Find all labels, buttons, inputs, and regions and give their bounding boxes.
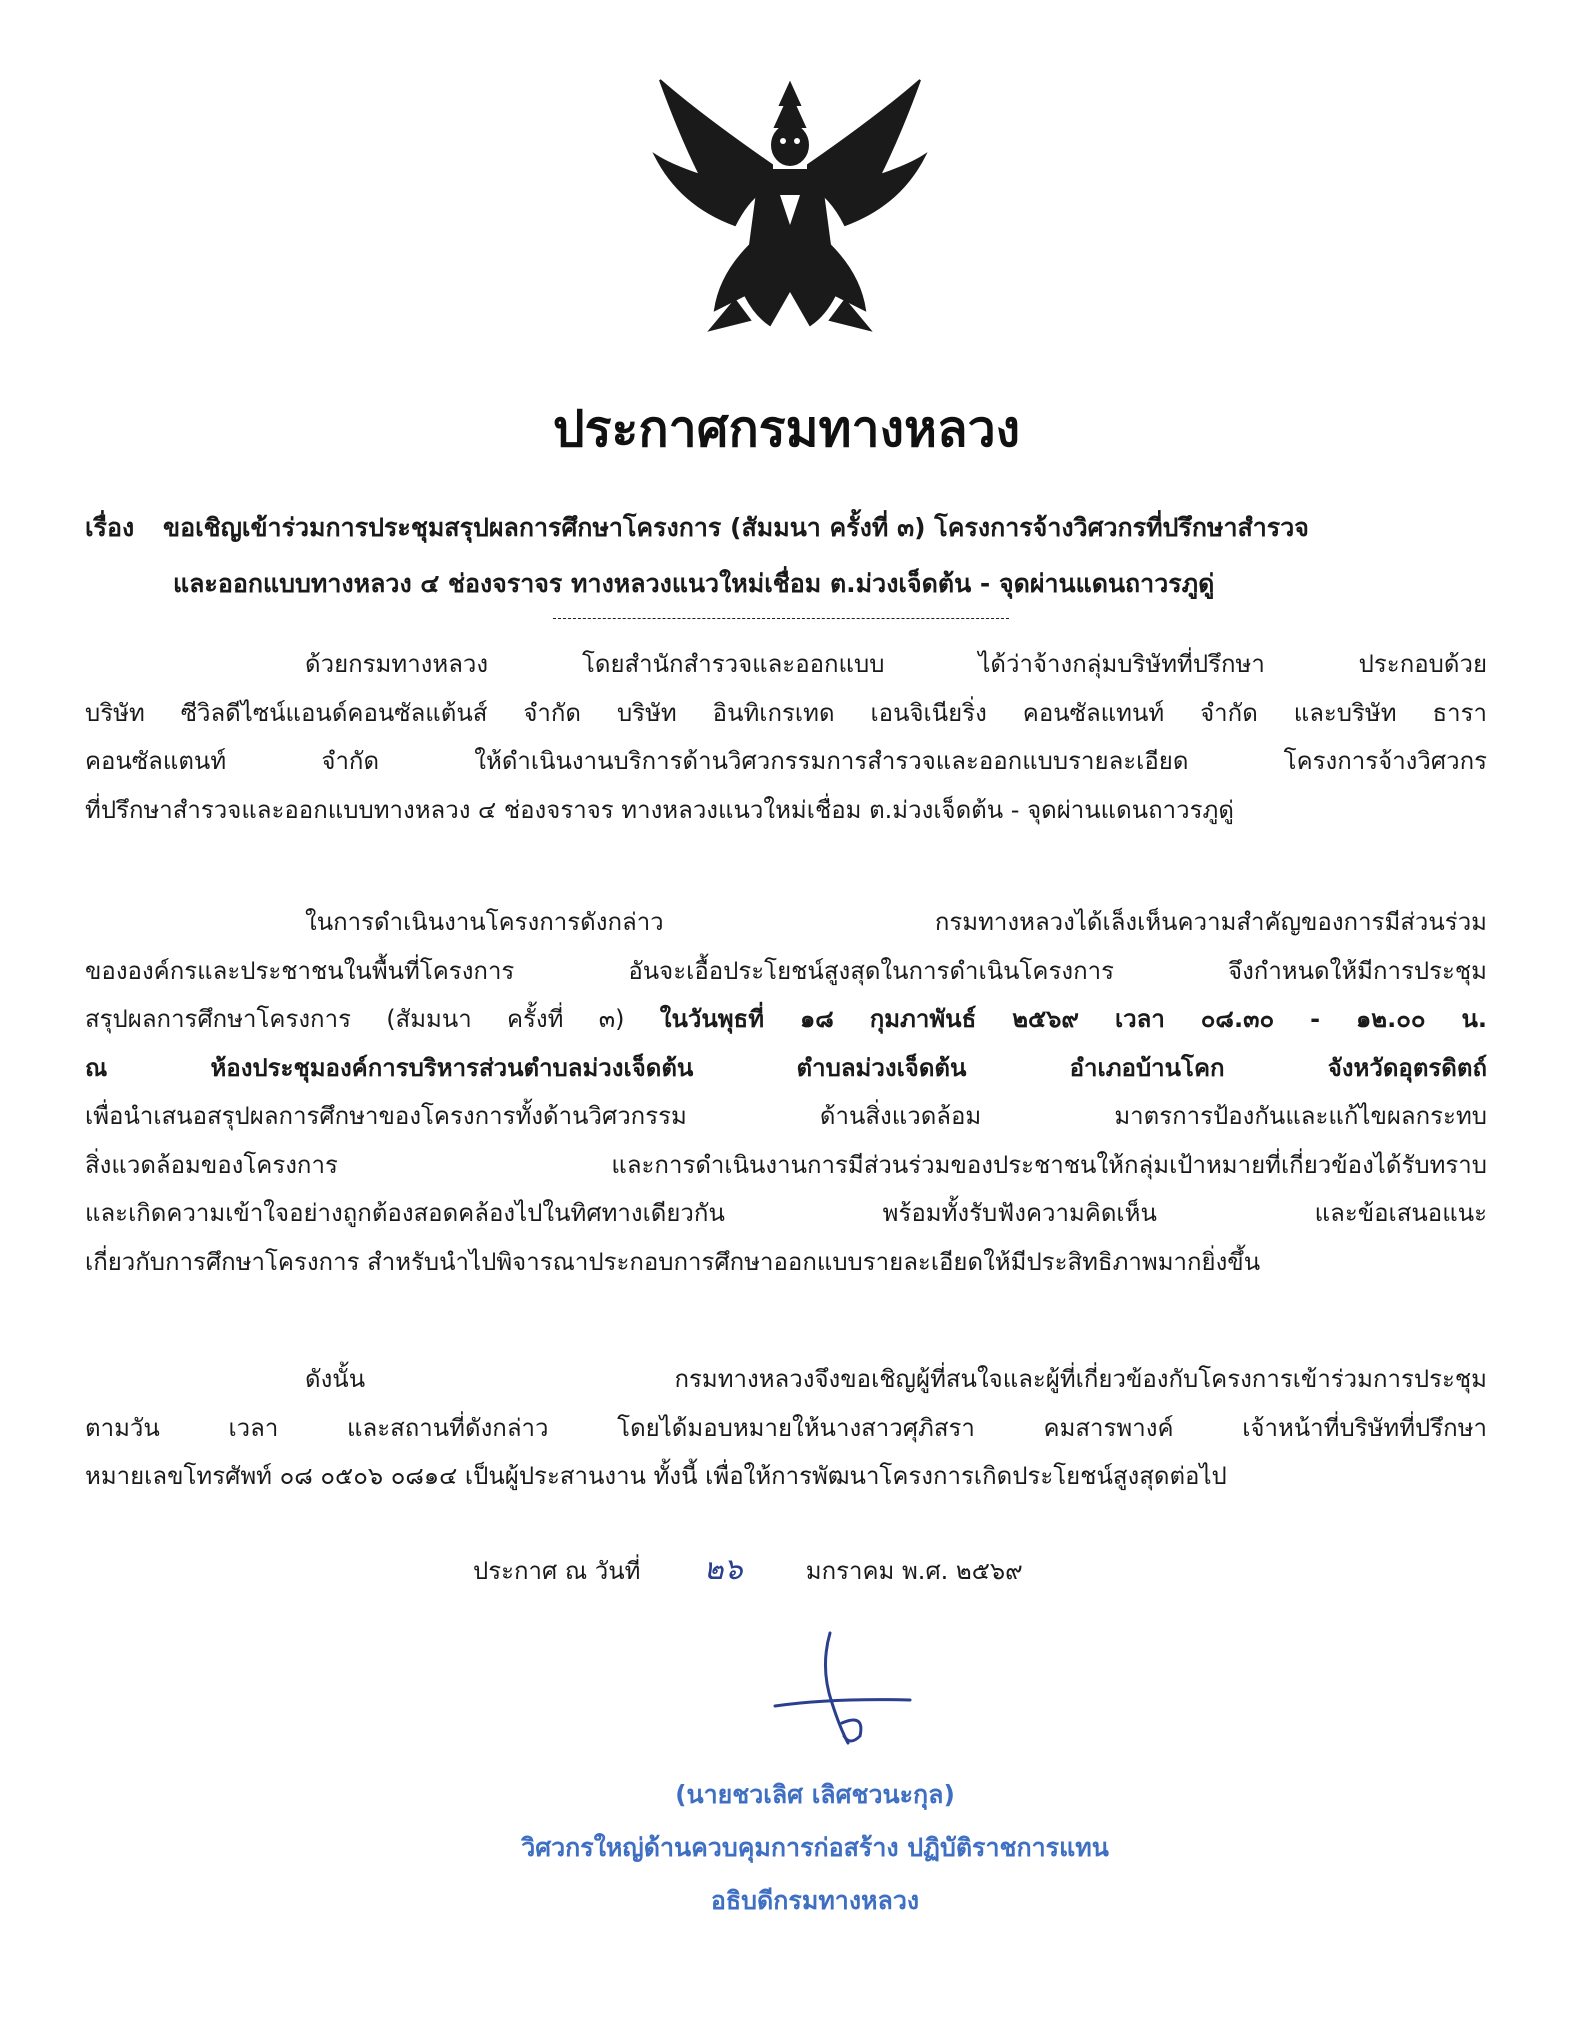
paragraph-line: ขององค์กรและประชาชนในพื้นที่โครงการ อันจะเอื้อประโยชน์สูงสุดในการดำเนินโครงการ จึงกำหนดให้มีการประชุม <box>85 956 1487 985</box>
subject-block <box>85 500 1485 612</box>
signer-position: อธิบดีกรมทางหลวง <box>710 1886 920 1915</box>
paragraph-2 <box>85 898 1487 1286</box>
paragraph-line: ดังนั้น กรมทางหลวงจึงขอเชิญผู้ที่สนใจและผู้ที่เกี่ยวข้องกับโครงการเข้าร่วมการประชุม <box>305 1365 1487 1393</box>
page-title: ประกาศกรมทางหลวง <box>552 400 1021 458</box>
paragraph-line <box>85 995 1487 1044</box>
subject-line-1 <box>85 500 1485 556</box>
announcement-date <box>473 1546 1023 1593</box>
paragraph-line: คอนซัลแตนท์ จำกัด ให้ดำเนินงานบริการด้านวิศวกรรมการสำรวจและออกแบบรายละเอียด โครงการจ้างวิศวกร <box>85 747 1487 775</box>
garuda-emblem-icon <box>640 75 940 335</box>
subject-label: เรื่อง <box>85 513 135 542</box>
signer-name: (นายชวเลิศ เลิศชวนะกุล) <box>675 1780 955 1809</box>
meeting-datetime: ในวันพุธที่ ๑๘ กุมภาพันธ์ ๒๕๖๙ เวลา ๐๘.๓๐ - ๑๒.๐๐ น. <box>659 1005 1487 1033</box>
handwritten-day: ๒๖ <box>703 1552 743 1587</box>
paragraph-line: ด้วยกรมทางหลวง โดยสำนักสำรวจและออกแบบ ได้ว่าจ้างกลุ่มบริษัทที่ปรึกษา ประกอบด้วย <box>305 650 1487 678</box>
paragraph-line: เพื่อนำเสนอสรุปผลการศึกษาของโครงการทั้งด้านวิศวกรรม ด้านสิ่งแวดล้อม มาตรการป้องกันและแก้ไขผลกระทบ <box>85 1102 1487 1130</box>
paragraph-line: และเกิดความเข้าใจอย่างถูกต้องสอดคล้องไปในทิศทางเดียวกัน พร้อมทั้งรับฟังความคิดเห็น และข้อเสนอแนะ <box>85 1199 1487 1227</box>
paragraph-text: สรุปผลการศึกษาโครงการ (สัมมนา ครั้งที่ ๓) <box>85 1005 625 1033</box>
paragraph-line: บริษัท ซีวิลดีไซน์แอนด์คอนซัลแต้นส์ จำกัด บริษัท อินทิเกรเทด เอนจิเนียริ่ง คอนซัลแทนท์ จำกัด และบริษัท ธารา <box>85 698 1487 727</box>
paragraph-3 <box>85 1355 1487 1501</box>
paragraph-line: สิ่งแวดล้อมของโครงการ และการดำเนินงานการมีส่วนร่วมของประชาชนให้กลุ่มเป้าหมายที่เกี่ยวข้องได้รับทราบ <box>85 1150 1487 1179</box>
subject-line-2: และออกแบบทางหลวง ๔ ช่องจราจร ทางหลวงแนวใหม่เชื่อม ต.ม่วงเจ็ดต้น - จุดผ่านแดนถาวรภูดู่ <box>173 569 1215 598</box>
paragraph-1 <box>85 640 1487 834</box>
paragraph-line: ในการดำเนินงานโครงการดังกล่าว กรมทางหลวงได้เล็งเห็นความสำคัญของการมีส่วนร่วม <box>305 908 1487 936</box>
subject-text-1: ขอเชิญเข้าร่วมการประชุมสรุปผลการศึกษาโครงการ (สัมมนา ครั้งที่ ๓) โครงการจ้างวิศวกรที่ปรึกษาสำรวจ <box>163 513 1309 542</box>
date-suffix: มกราคม พ.ศ. ๒๕๖๙ <box>805 1557 1023 1585</box>
handwritten-signature <box>770 1628 920 1758</box>
date-prefix: ประกาศ ณ วันที่ <box>473 1557 641 1585</box>
dashed-divider <box>553 618 1009 619</box>
signer-position: วิศวกรใหญ่ด้านควบคุมการก่อสร้าง ปฏิบัติราชการแทน <box>521 1833 1109 1862</box>
paragraph-line: ตามวัน เวลา และสถานที่ดังกล่าว โดยได้มอบหมายให้นางสาวศุภิสรา คมสารพางค์ เจ้าหน้าที่บริษัทที่ปรึกษา <box>85 1413 1487 1442</box>
meeting-location: ณ ห้องประชุมองค์การบริหารส่วนตำบลม่วงเจ็ดต้น ตำบลม่วงเจ็ดต้น อำเภอบ้านโคก จังหวัดอุตรดิตถ์ <box>85 1053 1487 1082</box>
paragraph-line: เกี่ยวกับการศึกษาโครงการ สำหรับนำไปพิจารณาประกอบการศึกษาออกแบบรายละเอียดให้มีประสิทธิภาพมากยิ่งขึ้น <box>85 1247 1261 1276</box>
paragraph-line: หมายเลขโทรศัพท์ ๐๘ ๐๕๐๖ ๐๘๑๔ เป็นผู้ประสานงาน ทั้งนี้ เพื่อให้การพัฒนาโครงการเกิดประโยชน์สูงสุดต่อไป <box>85 1462 1227 1490</box>
paragraph-line: ที่ปรึกษาสำรวจและออกแบบทางหลวง ๔ ช่องจราจร ทางหลวงแนวใหม่เชื่อม ต.ม่วงเจ็ดต้น - จุดผ่านแดนถาวรภูดู่ <box>85 795 1234 824</box>
signer-block <box>455 1768 1175 1927</box>
